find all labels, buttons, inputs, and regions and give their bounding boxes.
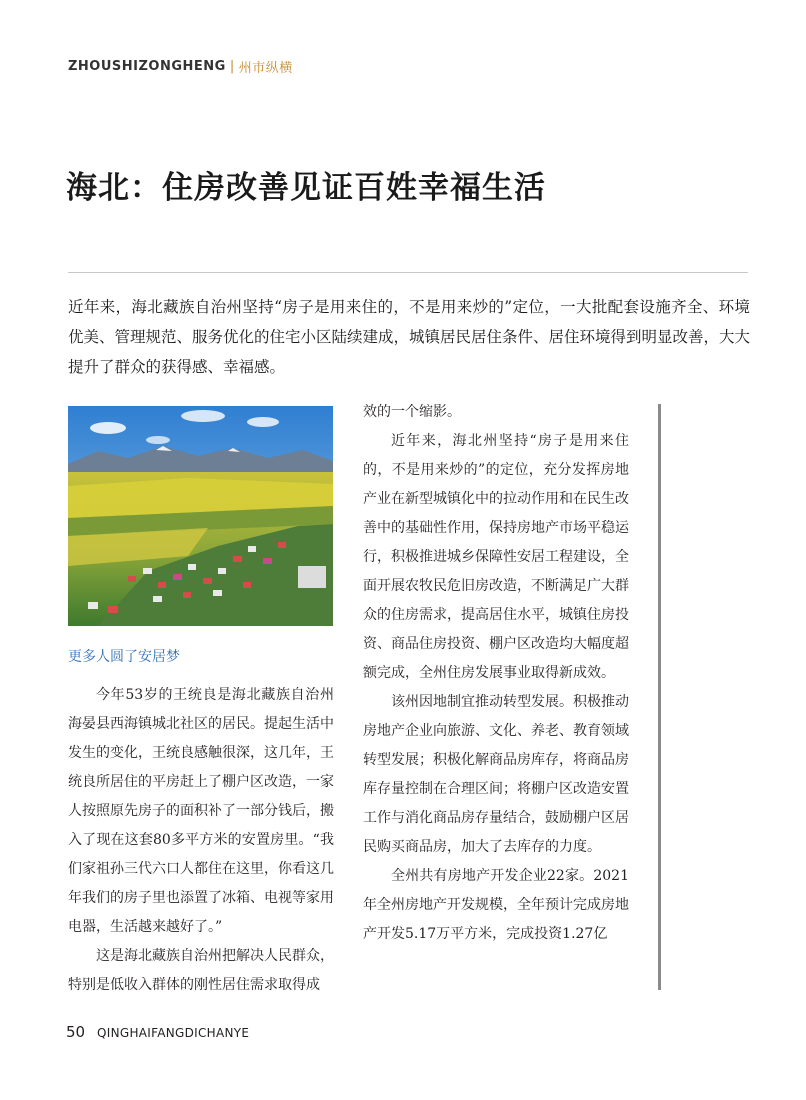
landscape-illustration (68, 406, 333, 626)
paragraph: 今年53岁的王统良是海北藏族自治州海晏县西海镇城北社区的居民。提起生活中发生的变化，王统良感触很深，这几年，王统良所居住的平房赶上了棚户区改造，一家人按照原先房子的面积补了一部分钱后，搬入了现在这套80多平方米的安置房里。“我们家祖孙三代六口人都住在这里，你看这几年我们的房子里也添置了冰箱、电视等家用电器，生活越来越好了。” (68, 687, 334, 935)
left-column (68, 681, 334, 1000)
article-photo (68, 406, 333, 626)
article-title: 海北：住房改善见证百姓幸福生活 (66, 170, 546, 206)
section-name-cn: 州市纵横 (238, 61, 293, 76)
publication-name: QINGHAIFANGDICHANYE (97, 1026, 250, 1040)
paragraph: 近年来，海北州坚持“房子是用来住的，不是用来炒的”的定位，充分发挥房地产业在新型城镇化中的拉动作用和在民生改善中的基础性作用，保持房地产市场平稳运行，积极推进城乡保障性安居工程建设，全面开展农牧民危旧房改造，不断满足广大群众的住房需求，提高居住水平，城镇住房投资、商品住房投资、棚户区改造均大幅度超额完成，全州住房发展事业取得新成效。 (363, 433, 629, 681)
photo-caption: 更多人圆了安居梦 (68, 649, 180, 665)
paragraph: 该州因地制宜推动转型发展。积极推动房地产企业向旅游、文化、养老、教育领域转型发展；积极化解商品房库存，将商品房库存量控制在合理区间；将棚户区改造安置工作与消化商品房存量结合，鼓励棚户区居民购买商品房，加大了去库存的力度。 (363, 694, 629, 855)
section-separator: | (229, 59, 235, 74)
paragraph: 效的一个缩影。 (363, 404, 461, 420)
page-number: 50 (66, 1023, 86, 1041)
paragraph: 全州共有房地产开发企业22家。2021年全州房地产开发规模，全年预计完成房地产开发5.17万平方米，完成投资1.27亿 (363, 868, 629, 942)
title-divider (68, 272, 748, 273)
section-name-en: ZHOUSHIZONGHENG (68, 59, 226, 74)
section-header (68, 57, 293, 76)
column-side-bar (658, 404, 661, 990)
article-lead: 近年来，海北藏族自治州坚持“房子是用来住的，不是用来炒的”定位，一大批配套设施齐全、环境优美、管理规范、服务优化的住宅小区陆续建成，城镇居民居住条件、居住环境得到明显改善，大大提升了群众的获得感、幸福感。 (68, 298, 751, 376)
right-column (363, 398, 629, 949)
paragraph: 这是海北藏族自治州把解决人民群众，特别是低收入群体的刚性居住需求取得成 (68, 948, 334, 993)
